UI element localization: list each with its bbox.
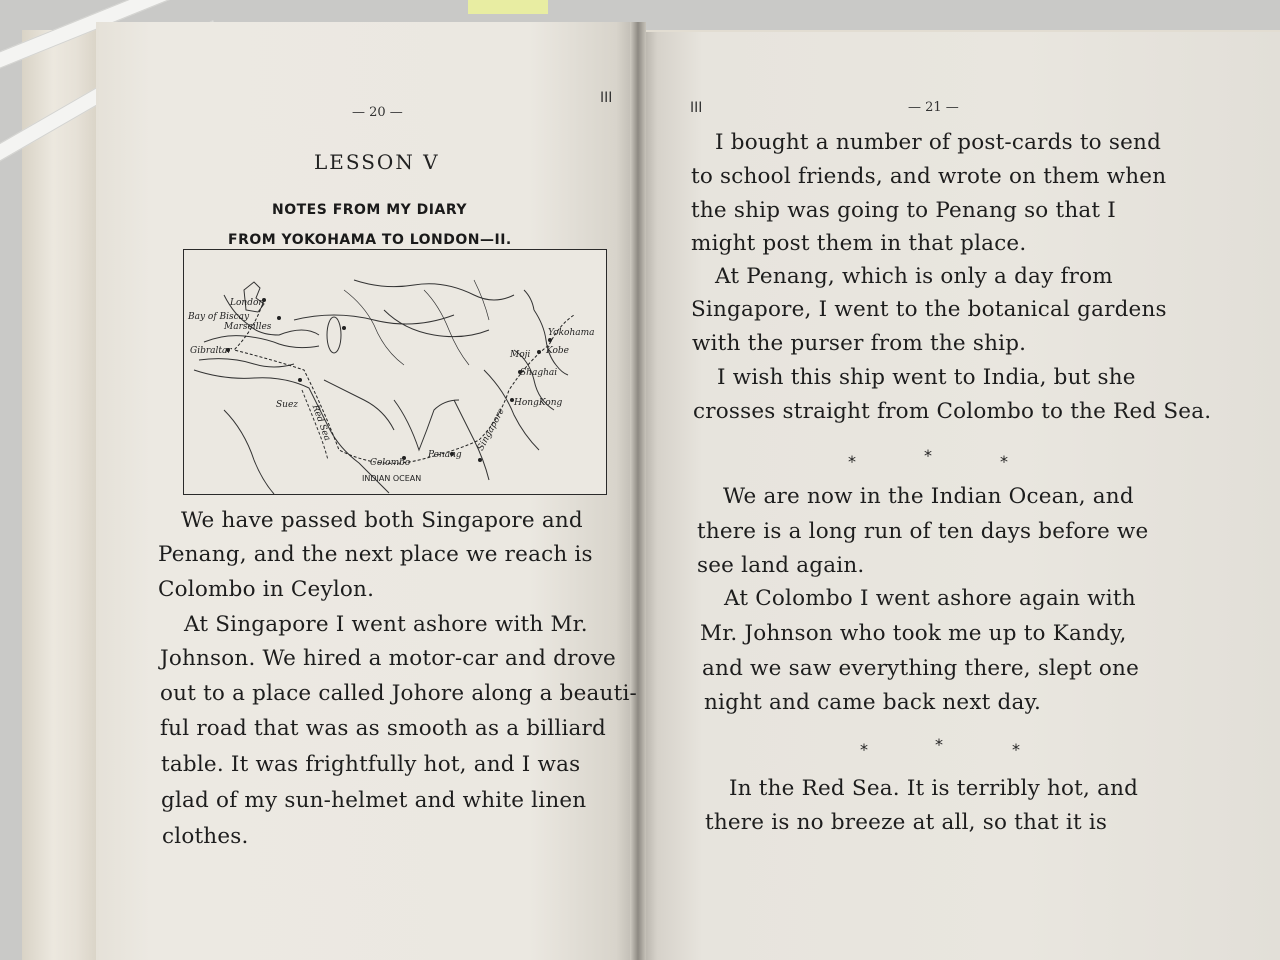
separator-star: *	[1012, 740, 1020, 759]
right-line-12: see land again.	[697, 553, 865, 578]
right-line-17: In the Red Sea. It is terribly hot, and	[729, 776, 1139, 801]
right-line-9: crosses straight from Colombo to the Red Sea.	[693, 399, 1212, 424]
map-label-suez: Suez	[276, 400, 299, 410]
right-corner-marker: III	[690, 100, 703, 116]
map-label-singapore: Singapore	[476, 406, 507, 453]
map-label-hongkong: HongKong	[514, 398, 563, 408]
left-line-7: ful road that was as smooth as a billiard	[160, 716, 606, 741]
route-map	[183, 249, 607, 495]
map-label-marseilles: Marseilles	[224, 322, 272, 332]
left-line-10: clothes.	[162, 824, 249, 849]
separator-star: *	[848, 452, 856, 471]
left-line-5: Johnson. We hired a motor-car and drove	[160, 646, 616, 671]
right-line-15: and we saw everything there, slept one	[702, 656, 1140, 681]
map-label-penang: Penang	[428, 450, 462, 460]
book-gutter	[630, 22, 646, 960]
left-line-4: At Singapore I went ashore with Mr.	[184, 612, 588, 637]
right-line-14: Mr. Johnson who took me up to Kandy,	[700, 621, 1127, 646]
left-line-6: out to a place called Johore along a beauti-	[160, 681, 637, 706]
right-line-4: might post them in that place.	[691, 231, 1027, 256]
left-line-2: Penang, and the next place we reach is	[158, 542, 593, 567]
right-page-number: — 21 —	[908, 100, 959, 115]
map-label-red-sea: Red Sea	[309, 403, 332, 443]
map-label-shanghai: Shaghai	[520, 368, 558, 378]
right-line-11: there is a long run of ten days before we	[697, 519, 1149, 544]
map-label-gibraltar: Gibraltar	[190, 346, 232, 356]
separator-star: *	[1000, 452, 1008, 471]
map-label-colombo: Colombo	[370, 458, 411, 468]
right-line-8: I wish this ship went to India, but she	[717, 365, 1136, 390]
right-line-18: there is no breeze at all, so that it is	[705, 810, 1108, 835]
left-line-8: table. It was frightfully hot, and I was	[161, 752, 581, 777]
separator-star: *	[935, 735, 943, 754]
map-label-biscay: Bay of Biscay	[188, 312, 250, 322]
left-line-9: glad of my sun-helmet and white linen	[161, 788, 587, 813]
right-line-2: to school friends, and wrote on them when	[691, 164, 1167, 189]
map-label-moji: Moji	[510, 350, 531, 360]
right-line-3: the ship was going to Penang so that I	[691, 198, 1116, 223]
right-line-13: At Colombo I went ashore again with	[724, 586, 1136, 611]
left-page-number: — 20 —	[352, 105, 403, 120]
subtitle-line-2: FROM YOKOHAMA TO LONDON—II.	[228, 232, 512, 248]
right-line-6: Singapore, I went to the botanical gardens	[691, 297, 1167, 322]
separator-star: *	[924, 446, 932, 465]
sticky-note	[468, 0, 548, 14]
map-label-yokohama: Yokohama	[548, 328, 595, 338]
map-label-kobe: Kobe	[546, 346, 569, 356]
right-line-5: At Penang, which is only a day from	[715, 264, 1113, 289]
right-line-7: with the purser from the ship.	[692, 331, 1027, 356]
subtitle-line-1: NOTES FROM MY DIARY	[272, 202, 467, 218]
lesson-title: LESSON V	[314, 150, 440, 174]
map-label-london: London	[230, 298, 265, 308]
page-edges	[22, 30, 100, 960]
left-line-3: Colombo in Ceylon.	[158, 577, 375, 602]
separator-star: *	[860, 740, 868, 759]
left-line-1: We have passed both Singapore and	[181, 508, 583, 533]
right-line-10: We are now in the Indian Ocean, and	[723, 484, 1134, 509]
left-corner-marker: III	[600, 90, 613, 106]
map-label-indian-ocean: INDIAN OCEAN	[362, 474, 422, 483]
right-line-16: night and came back next day.	[704, 690, 1042, 715]
right-line-1: I bought a number of post-cards to send	[715, 130, 1162, 155]
